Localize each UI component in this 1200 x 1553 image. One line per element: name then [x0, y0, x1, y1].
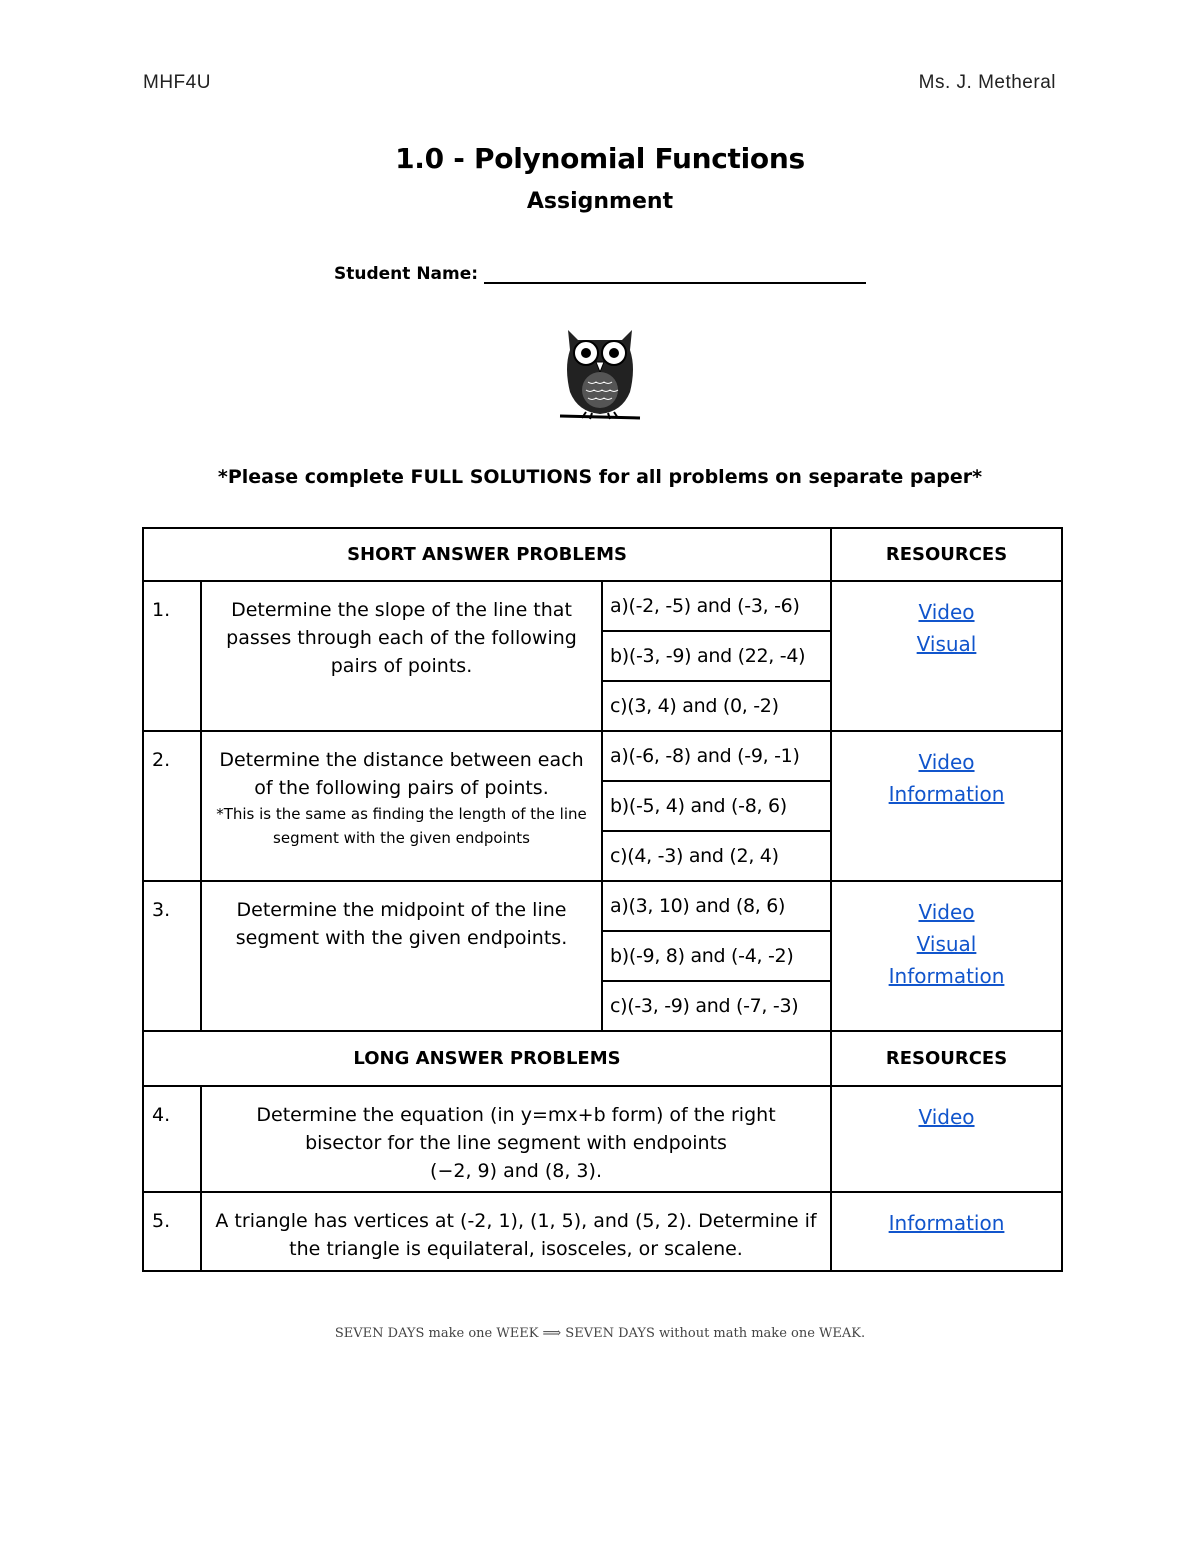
point-pair: c)(3, 4) and (0, -2)	[602, 681, 831, 731]
problem-cell	[201, 731, 602, 881]
information-link[interactable]: Information	[888, 964, 1005, 988]
student-name-blank	[484, 267, 866, 284]
problem-cell	[201, 1086, 831, 1192]
table-row	[143, 1192, 1062, 1271]
footer-quote: SEVEN DAYS make one WEEK ⟹ SEVEN DAYS without math make one WEAK.	[334, 1326, 866, 1341]
problem-text: Determine the slope of the line that passes through each of the following pairs of points.	[201, 581, 602, 731]
point-pair: b)(-9, 8) and (-4, -2)	[602, 931, 831, 981]
student-name-row	[334, 264, 866, 284]
point-pair: a)(-6, -8) and (-9, -1)	[602, 731, 831, 781]
video-link[interactable]: Video	[918, 600, 975, 624]
resource-links	[831, 1192, 1062, 1271]
teacher-name: Ms. J. Metheral	[918, 72, 1056, 93]
visual-link[interactable]: Visual	[916, 632, 977, 656]
video-link[interactable]: Video	[918, 900, 975, 924]
information-link[interactable]: Information	[888, 1211, 1005, 1235]
table-row	[143, 731, 1062, 781]
video-link[interactable]: Video	[918, 750, 975, 774]
short-answer-header: SHORT ANSWER PROBLEMS	[143, 528, 831, 581]
problem-number: 2.	[143, 731, 201, 881]
resource-links	[831, 881, 1062, 1031]
information-link[interactable]: Information	[888, 782, 1005, 806]
resource-links	[831, 731, 1062, 881]
point-pair: b)(-5, 4) and (-8, 6)	[602, 781, 831, 831]
student-name-label: Student Name:	[334, 264, 479, 284]
problem-number: 4.	[143, 1086, 201, 1192]
resource-links	[831, 1086, 1062, 1192]
problem-text: Determine the midpoint of the line segment with the given endpoints.	[201, 881, 602, 1031]
resources-header: RESOURCES	[831, 1031, 1062, 1086]
problem-text: Determine the equation (in y=mx+b form) of the right bisector for the line segment with endpoints	[256, 1104, 776, 1154]
point-pair: c)(-3, -9) and (-7, -3)	[602, 981, 831, 1031]
point-pair: c)(4, -3) and (2, 4)	[602, 831, 831, 881]
video-link[interactable]: Video	[918, 1105, 975, 1129]
short-answer-header-row	[143, 528, 1062, 581]
course-code: MHF4U	[143, 72, 211, 93]
table-row	[143, 881, 1062, 931]
table-row	[143, 1086, 1062, 1192]
point-pair: b)(-3, -9) and (22, -4)	[602, 631, 831, 681]
page-subtitle: Assignment	[526, 189, 674, 214]
visual-link[interactable]: Visual	[916, 932, 977, 956]
resource-links	[831, 581, 1062, 731]
point-pair: a)(3, 10) and (8, 6)	[602, 881, 831, 931]
problem-number: 1.	[143, 581, 201, 731]
page-title: 1.0 - Polynomial Functions	[395, 142, 805, 175]
problem-text-endpoints: (−2, 9) and (8, 3).	[430, 1160, 602, 1182]
problem-text: Determine the distance between each of the following pairs of points.	[219, 749, 584, 799]
point-pair: a)(-2, -5) and (-3, -6)	[602, 581, 831, 631]
problem-number: 5.	[143, 1192, 201, 1271]
resources-header: RESOURCES	[831, 528, 1062, 581]
assignment-table	[142, 527, 1063, 1272]
long-answer-header: LONG ANSWER PROBLEMS	[143, 1031, 831, 1086]
owl-icon	[556, 320, 644, 426]
long-answer-header-row	[143, 1031, 1062, 1086]
problem-text: A triangle has vertices at (-2, 1), (1, 5), and (5, 2). Determine if the triangle is equilateral, isosceles, or scalene.	[201, 1192, 831, 1271]
instructions: *Please complete FULL SOLUTIONS for all problems on separate paper*	[217, 466, 983, 488]
table-row	[143, 581, 1062, 631]
problem-note: *This is the same as finding the length of the line segment with the given endpoints	[216, 805, 587, 847]
problem-number: 3.	[143, 881, 201, 1031]
